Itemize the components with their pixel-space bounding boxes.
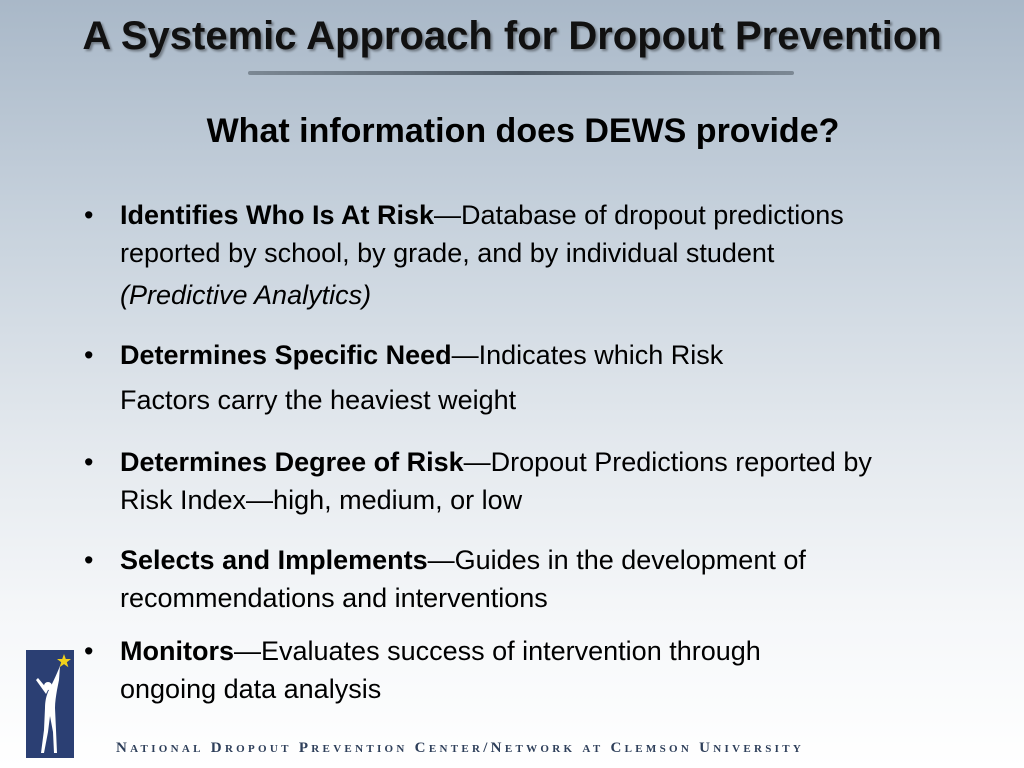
bullet-dot-icon: • bbox=[84, 447, 94, 477]
footer-organization: National Dropout Prevention Center/Network at Clemson University bbox=[116, 740, 805, 756]
bullet-note: (Predictive Analytics) bbox=[120, 280, 372, 310]
bullet-text: reported by school, by grade, and by individual student bbox=[120, 238, 775, 268]
bullet-text: recommendations and interventions bbox=[120, 583, 548, 613]
bullet-text: —Indicates which Risk bbox=[451, 340, 724, 370]
bullet-dot-icon: • bbox=[84, 636, 94, 666]
bullet-dot-icon: • bbox=[84, 545, 94, 575]
bullet-term: Determines Specific Need bbox=[120, 340, 452, 370]
bullet-term: Determines Degree of Risk bbox=[120, 447, 464, 477]
bullet-term: Monitors bbox=[120, 636, 234, 666]
bullet-text: —Dropout Predictions reported by bbox=[463, 447, 872, 477]
bullet-dot-icon: • bbox=[84, 340, 94, 370]
title-underline bbox=[248, 71, 794, 75]
reaching-figure-star-logo-icon bbox=[26, 650, 74, 758]
bullet-text: Factors carry the heaviest weight bbox=[120, 385, 517, 415]
bullet-text: ongoing data analysis bbox=[120, 674, 382, 704]
bullet-text: —Evaluates success of intervention through bbox=[234, 636, 761, 666]
bullet-term: Identifies Who Is At Risk bbox=[120, 200, 435, 230]
bullet-text: Risk Index—high, medium, or low bbox=[120, 485, 523, 515]
bullet-text: —Database of dropout predictions bbox=[434, 200, 844, 230]
slide-title: A Systemic Approach for Dropout Prevention bbox=[82, 14, 942, 58]
bullet-term: Selects and Implements bbox=[120, 545, 428, 575]
bullet-dot-icon: • bbox=[84, 200, 94, 230]
slide-subtitle: What information does DEWS provide? bbox=[206, 112, 840, 150]
bullet-text: —Guides in the development of bbox=[427, 545, 806, 575]
